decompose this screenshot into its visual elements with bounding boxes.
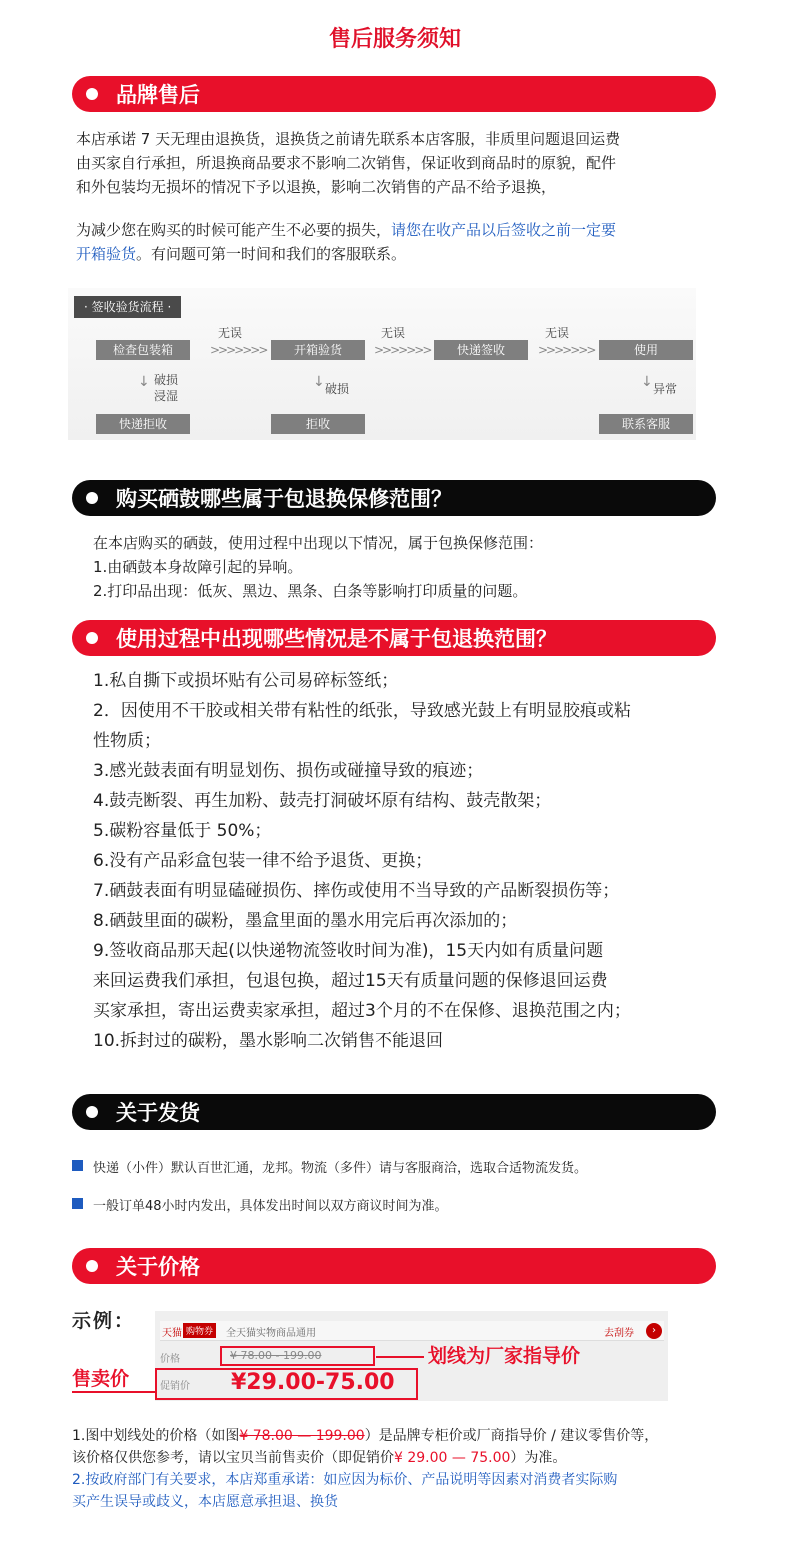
annotation-strike-label: 划线为厂家指导价 (428, 1345, 581, 1367)
promo-price: ¥29.00-75.00 (231, 1370, 395, 1395)
price-label: 价格 (160, 1354, 180, 1365)
price-notes: 1.图中划线处的价格（如图¥ 78.00 — 199.00）是品牌专柜价或厂商指导价 / 建议零售价等， 该价格仅供您参考，请以宝贝当前售卖价（即促销价¥ 29.00 — 75.00）为准。 2.按政府部门有关要求，本店郑重承诺：如应因为标价、产品说明等因素对消费者实际购 买产生误导或歧义，本店愿意承担退、换货 (72, 1428, 659, 1510)
flow-label-damage: 破损 (325, 382, 350, 396)
flow-tag: · 签收验货流程 · (74, 296, 181, 318)
brand-paragraph-1: 本店承诺 7 天无理由退换货，退换货之前请先联系本店客服，非质里问题退回运费 由买家自行承担，所退换商品要求不影响二次销售，保证收到商品时的原貌，配件 和外包装均无损坏的情况下予以退换，影响二次销售的产品不给予退换， (76, 130, 621, 196)
bullet-dot-icon (86, 632, 98, 644)
voucher-badge: 购物券 (183, 1323, 216, 1338)
bullet-dot-icon (86, 1260, 98, 1272)
annotation-line (376, 1356, 424, 1358)
example-label: 示例： (72, 1310, 136, 1332)
bullet-dot-icon (86, 88, 98, 100)
flow-arrow-right-icon: >>>>>>> (538, 343, 595, 357)
strike-price: ¥ 78.00 - 199.00 (230, 1349, 322, 1362)
flow-label-ok-1: 无误 (218, 326, 243, 340)
square-bullet-icon (72, 1198, 83, 1209)
annotation-sell-label: 售卖价 (72, 1368, 130, 1390)
annotation-underline (72, 1391, 156, 1393)
price-section-header (72, 1248, 716, 1284)
flow-arrow-down-icon: ↓ (313, 374, 325, 390)
flow-arrow-down-icon: ↓ (641, 374, 653, 390)
page-title: 售后服务须知 (328, 27, 461, 52)
shipping-section-header (72, 1094, 716, 1130)
flow-label-abnormal: 异常 (653, 382, 678, 396)
square-bullet-icon (72, 1160, 83, 1171)
brand-section-header (72, 76, 716, 112)
flow-box-use: 使用 (599, 340, 693, 360)
flow-label-ok-3: 无误 (545, 326, 570, 340)
flow-label-damage-wet: 破损 浸湿 (154, 373, 179, 403)
bullet-dot-icon (86, 492, 98, 504)
warranty-section-header (72, 480, 716, 516)
flow-box-check-package: 检查包装箱 (96, 340, 190, 360)
flow-arrow-right-icon: >>>>>>> (210, 343, 267, 357)
price-heading: 关于价格 (116, 1255, 200, 1279)
excluded-section-header (72, 620, 716, 656)
promo-price-label: 促销价 (160, 1381, 190, 1392)
excluded-list: 1.私自撕下或损坏贴有公司易碎标签纸； 2．因使用不干胶或相关带有粘性的纸张，导致感光鼓上有明显胶痕或粘 性物质； 3.感光鼓表面有明显划伤、损伤或碰撞导致的痕迹； 4.鼓壳断裂、再生加粉、鼓壳打洞破坏原有结构、鼓壳散架； 5.碳粉容量低于 50%； 6.没有产品彩盒包装一律不给予退货、更换； 7.硒鼓表面有明显磕碰损伤、摔伤或使用不当导致的产品断裂损伤等； 8.硒鼓里面的碳粉，墨盒里面的墨水用完后再次添加的； 9.签收商品那天起(以快递物流签收时间为准)，15天内如有质量问题 来回运费我们承担，包退包换，超过15天有质量问题的保修退回运费 买家承担，寄出运费卖家承担，超过3个月的不在保修、退换范围之内； 10.拆封过的碳粉，墨水影响二次销售不能退回 (93, 671, 631, 1051)
shipping-line-1: 快递（小件）默认百世汇通，龙邦。物流（多件）请与客服商洽，选取合适物流发货。 (93, 1161, 588, 1176)
flow-box-reject-delivery: 快递拒收 (96, 414, 190, 434)
flow-box-reject: 拒收 (271, 414, 365, 434)
coupon-link: 去刮券 (604, 1328, 634, 1339)
flow-arrow-right-icon: >>>>>>> (374, 343, 431, 357)
shipping-heading: 关于发货 (116, 1101, 200, 1125)
flow-box-sign: 快递签收 (434, 340, 528, 360)
flow-box-open-inspect: 开箱验货 (271, 340, 365, 360)
warranty-list: 在本店购买的硒鼓，使用过程中出现以下情况，属于包换保修范围： 1.由硒鼓本身故障引起的异响。 2.打印品出现：低灰、黑边、黑条、白条等影响打印质量的问题。 (93, 534, 544, 600)
flow-label-ok-2: 无误 (381, 326, 406, 340)
tmall-logo: 天猫 (162, 1328, 182, 1339)
shipping-line-2: 一般订单48小时内发出，具体发出时间以双方商议时间为准。 (93, 1199, 448, 1214)
bullet-dot-icon (86, 1106, 98, 1118)
flow-box-contact-service: 联系客服 (599, 414, 693, 434)
voucher-scope: 全天猫实物商品通用 (226, 1328, 316, 1339)
brand-paragraph-2: 为减少您在购买的时候可能产生不必要的损失，请您在收产品以后签收之前一定要 开箱验货。有问题可第一时间和我们的客服联系。 (76, 221, 617, 263)
brand-heading: 品牌售后 (116, 83, 200, 107)
warranty-heading: 购买硒鼓哪些属于包退换保修范围？ (116, 487, 452, 511)
chevron-right-icon: › (646, 1323, 662, 1339)
flow-arrow-down-icon: ↓ (138, 374, 150, 390)
excluded-heading: 使用过程中出现哪些情况是不属于包退换范围？ (116, 627, 557, 651)
